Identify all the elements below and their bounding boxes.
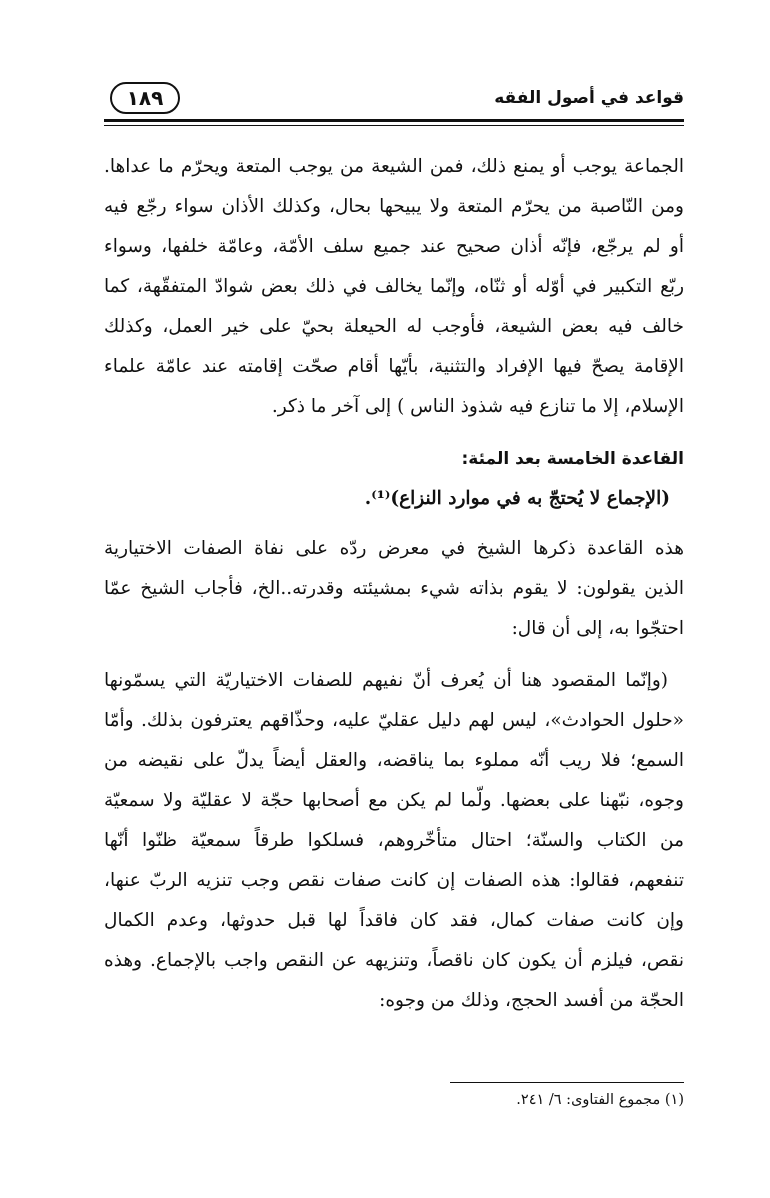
spacer [104, 649, 684, 661]
page-number-badge: ١٨٩ [110, 82, 180, 114]
text-line: (وإنّما المقصود هنا أن يُعرف أنّ نفيهم للصفات الاختياريّة التي يسمّونها [104, 670, 668, 691]
text-line: الإقامة يصحّ فيها الإفراد والتثنية، بأيّها أقام صحّت إقامته عند عامّة علماء [104, 356, 684, 377]
page-header [104, 82, 684, 122]
text-line: الذين يقولون: لا يقوم بذاته شيء بمشيئته وقدرته..الخ، فأجاب الشيخ عمّا [104, 578, 684, 599]
footnote: (١) مجموع الفتاوى: ٦/ ٢٤١. [516, 1092, 684, 1108]
text-line: ربّع التكبير في أوّله أو ثنّاه، وإنّما يخالف في ذلك بعض شوادّ المتفقّهة، كما [104, 276, 684, 297]
text-line: تنفعهم، فقالوا: هذه الصفات إن كانت صفات نقص وجب تنزيه الربّ عنها، [104, 870, 684, 891]
section-heading: القاعدة الخامسة بعد المئة: [461, 449, 684, 469]
rule-statement: (الإجماع لا يُحتجّ به في موارد النزاع)⁽¹⁾. [364, 488, 670, 509]
spacer [104, 519, 684, 529]
running-title: قواعد في أصول الفقه [494, 88, 684, 108]
text-line: وإن كانت صفات كمال، فقد كان فاقداً لها قبل حدوثها، وعدم الكمال [104, 910, 684, 931]
text-line: احتجّوا به، إلى أن قال: [511, 618, 684, 639]
text-line: أو لم يرجّع، فإنّه أذان صحيح عند جميع سلف الأمّة، وعامّة خلفها، وسواء [104, 236, 684, 257]
paragraph-1 [104, 147, 684, 427]
text-line: هذه القاعدة ذكرها الشيخ في معرض ردّه على نفاة الصفات الاختيارية [104, 538, 684, 559]
text-line: خالف فيه بعض الشيعة، فأوجب له الحيعلة بحيّ على خير العمل، وكذلك [104, 316, 684, 337]
text-line: من الكتاب والسنّة؛ احتال متأخّروهم، فسلكوا طرقاً سمعيّة ظنّوا أنّها [104, 830, 684, 851]
page-body [104, 147, 684, 1021]
text-line: السمع؛ فلا ريب أنّه مملوء بما يناقضه، والعقل أيضاً يدلّ على نقيضه من [104, 750, 684, 771]
text-line: الجماعة يوجب أو يمنع ذلك، فمن الشيعة من يوجب المتعة ويحرّم ما عداها. [104, 156, 684, 177]
header-rule-thin [104, 125, 684, 126]
paragraph-3-quote [104, 661, 684, 1021]
text-line: الإسلام، إلا ما تنازع فيه شذوذ الناس ) إلى آخر ما ذكر. [271, 396, 684, 417]
text-line: «حلول الحوادث»، ليس لهم دليل عقليّ عليه، وحذّاقهم يعترفون بذلك. وأمّا [104, 710, 684, 731]
text-line: وجوه، نبّهنا على بعضها. ولّما لم يكن مع أصحابها حجّة لا عقليّة ولا سمعيّة [104, 790, 684, 811]
text-line: ومن النّاصبة من يحرّم المتعة ولا يبيحها بحال، وكذلك الأذان سواء رجّع فيه [104, 196, 684, 217]
paragraph-2 [104, 529, 684, 649]
text-line: الحجّة من أفسد الحجج، وذلك من وجوه: [379, 990, 684, 1011]
header-rule-thick [104, 119, 684, 122]
spacer [104, 427, 684, 439]
text-line: نقص، فيلزم أن يكون كان ناقصاً، وتنزيهه عن النقص واجب بالإجماع. وهذه [104, 950, 684, 971]
footnote-separator [450, 1082, 684, 1083]
